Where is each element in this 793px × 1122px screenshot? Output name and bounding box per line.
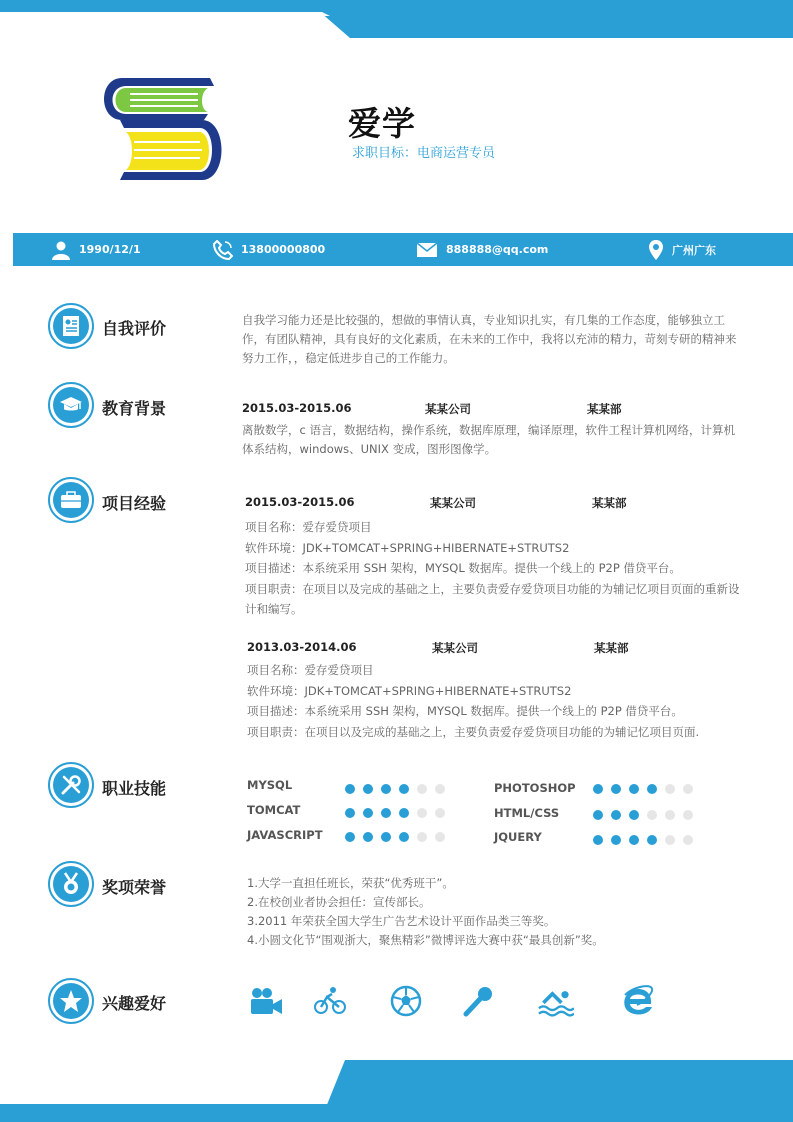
skill-dot-filled [381, 784, 391, 794]
skill-dot-filled [345, 832, 355, 842]
skill-dot-empty [435, 808, 445, 818]
location-pin-icon [648, 239, 664, 261]
project-line: 项目描述：本系统采用 SSH 架构，MYSQL 数据库。提供一个线上的 P2P 借贷平台。 [245, 561, 681, 575]
project-company: 某某公司 [430, 496, 476, 510]
education-company: 某某公司 [425, 402, 471, 416]
skill-dot-filled [345, 784, 355, 794]
skill-dot-empty [683, 810, 693, 820]
skill-dot-filled [593, 810, 603, 820]
awards-section-icon [48, 861, 94, 907]
skill-level-dots [345, 832, 445, 842]
cycling-icon [312, 983, 348, 1019]
medal-icon [61, 872, 81, 896]
skill-dot-empty [435, 832, 445, 842]
project-company: 某某公司 [432, 641, 478, 655]
top-decorative-band [0, 0, 793, 40]
skill-dot-filled [647, 784, 657, 794]
location-item [648, 233, 716, 266]
phone-icon [213, 240, 233, 260]
award-item: 4.小圆文化节“围观浙大，聚焦精彩”微博评选大赛中获“最具创新”奖。 [247, 933, 604, 947]
skill-dot-empty [665, 835, 675, 845]
education-desc: 离散数学，c 语言，数据结构，操作系统，数据库原理，编译原理，软件工程计算机网络，计算机体系结构，windows、UNIX 变成，图形图像学。 [242, 423, 735, 456]
skill-name: JQUERY [494, 830, 542, 844]
skill-dot-filled [593, 835, 603, 845]
award-item: 1.大学一直担任班长，荣获“优秀班干”。 [247, 876, 454, 890]
skill-name: MYSQL [247, 778, 293, 792]
candidate-name: 爱学 [348, 104, 416, 143]
projects-title: 项目经验 [102, 494, 167, 513]
skill-dot-filled [399, 808, 409, 818]
skill-dot-empty [647, 810, 657, 820]
project-line: 项目名称：爱存爱贷项目 [245, 520, 372, 534]
location-text: 广州广东 [672, 243, 716, 257]
person-icon [51, 240, 71, 260]
hobbies-title: 兴趣爱好 [102, 994, 167, 1013]
project-item-1 [245, 495, 745, 620]
education-dept: 某某部 [587, 402, 622, 416]
project-line: 项目职责：在项目以及完成的基础之上，主要负责爱存爱贷项目功能的为辅记忆项目页面. [247, 724, 700, 739]
skill-dot-empty [665, 810, 675, 820]
email-text[interactable]: 888888@qq.com [446, 243, 549, 256]
skill-level-dots [593, 835, 693, 845]
skill-level-dots [593, 784, 693, 794]
birthday-text: 1990/12/1 [79, 243, 141, 256]
skill-dot-filled [593, 784, 603, 794]
skill-dot-empty [435, 784, 445, 794]
project-dept: 某某部 [592, 496, 627, 510]
skill-name: JAVASCRIPT [247, 828, 323, 842]
education-section-icon [48, 382, 94, 428]
award-item: 2.在校创业者协会担任：宣传部长。 [247, 895, 431, 909]
self-eval-title: 自我评价 [102, 319, 167, 338]
briefcase-icon [60, 491, 82, 509]
skill-dot-filled [399, 784, 409, 794]
bottom-decorative-band [0, 1060, 793, 1122]
skill-dot-filled [399, 832, 409, 842]
skill-dot-filled [647, 835, 657, 845]
contact-info-bar [13, 233, 793, 266]
tools-icon [60, 774, 82, 796]
project-line: 项目描述：本系统采用 SSH 架构，MYSQL 数据库。提供一个线上的 P2P 借贷平台。 [247, 704, 683, 718]
project-period: 2015.03-2015.06 [245, 495, 355, 509]
skills-section-icon [48, 762, 94, 808]
skill-level-dots [345, 784, 445, 794]
project-period: 2013.03-2014.06 [247, 640, 357, 654]
skill-dot-filled [611, 784, 621, 794]
skill-name: PHOTOSHOP [494, 781, 576, 795]
document-icon [61, 315, 81, 337]
envelope-icon [416, 242, 438, 258]
skill-dot-empty [665, 784, 675, 794]
skill-dot-filled [363, 832, 373, 842]
swimming-icon [538, 983, 574, 1019]
skill-level-dots [593, 810, 693, 820]
skill-dot-filled [611, 810, 621, 820]
skill-dot-filled [611, 835, 621, 845]
award-item: 3.2011 年荣获全国大学生广告艺术设计平面作品类三等奖。 [247, 914, 556, 928]
skill-dot-empty [683, 784, 693, 794]
project-line: 项目职责：在项目以及完成的基础之上，主要负责爱存爱贷项目功能的为辅记忆项目页面的重新设计和编写。 [245, 581, 740, 616]
skill-dot-filled [629, 784, 639, 794]
skill-dot-filled [629, 835, 639, 845]
skill-name: TOMCAT [247, 803, 301, 817]
education-title: 教育背景 [102, 399, 167, 418]
hobbies-section-icon [48, 978, 94, 1024]
skill-dot-filled [629, 810, 639, 820]
star-icon [59, 989, 83, 1013]
self-eval-section-icon [48, 303, 94, 349]
skill-level-dots [345, 808, 445, 818]
projects-section-icon [48, 477, 94, 523]
internet-explorer-icon [620, 983, 656, 1019]
project-dept: 某某部 [594, 641, 629, 655]
project-line: 软件环境：JDK+TOMCAT+SPRING+HIBERNATE+STRUTS2 [247, 683, 572, 698]
self-eval-text: 自我学习能力还是比较强的，想做的事情认真，专业知识扎实，有几集的工作态度，能够独立工作，有团队精神，具有良好的文化素质，在未来的工作中，我将以充沛的精力，苛刻专研的精神来努力工作，，稳定低进步自己的工作能力。 [242, 313, 737, 365]
birthday-item [51, 233, 141, 266]
awards-list [247, 874, 747, 950]
skills-title: 职业技能 [102, 779, 167, 798]
skill-dot-filled [363, 784, 373, 794]
skill-dot-empty [417, 784, 427, 794]
skill-dot-filled [381, 832, 391, 842]
awards-title: 奖项荣誉 [102, 878, 167, 897]
graduation-cap-icon [59, 396, 83, 414]
education-period: 2015.03-2015.06 [242, 401, 352, 415]
job-target: 求职目标：电商运营专员 [352, 146, 496, 161]
project-item-2 [247, 640, 747, 742]
project-line: 软件环境：JDK+TOMCAT+SPRING+HIBERNATE+STRUTS2 [245, 540, 570, 555]
microphone-icon [460, 983, 496, 1019]
skill-name: HTML/CSS [494, 806, 560, 820]
skill-dot-filled [345, 808, 355, 818]
skill-dot-filled [381, 808, 391, 818]
soccer-ball-icon [388, 983, 424, 1019]
video-camera-icon [248, 983, 284, 1019]
skill-dot-filled [363, 808, 373, 818]
skill-dot-empty [417, 832, 427, 842]
skill-dot-empty [683, 835, 693, 845]
phone-item [213, 233, 325, 266]
project-line: 项目名称：爱存爱贷项目 [247, 663, 374, 677]
skills-grid [247, 778, 717, 848]
email-item [416, 233, 548, 266]
phone-text: 13800000800 [241, 243, 326, 256]
skill-dot-empty [417, 808, 427, 818]
books-logo [100, 76, 228, 182]
